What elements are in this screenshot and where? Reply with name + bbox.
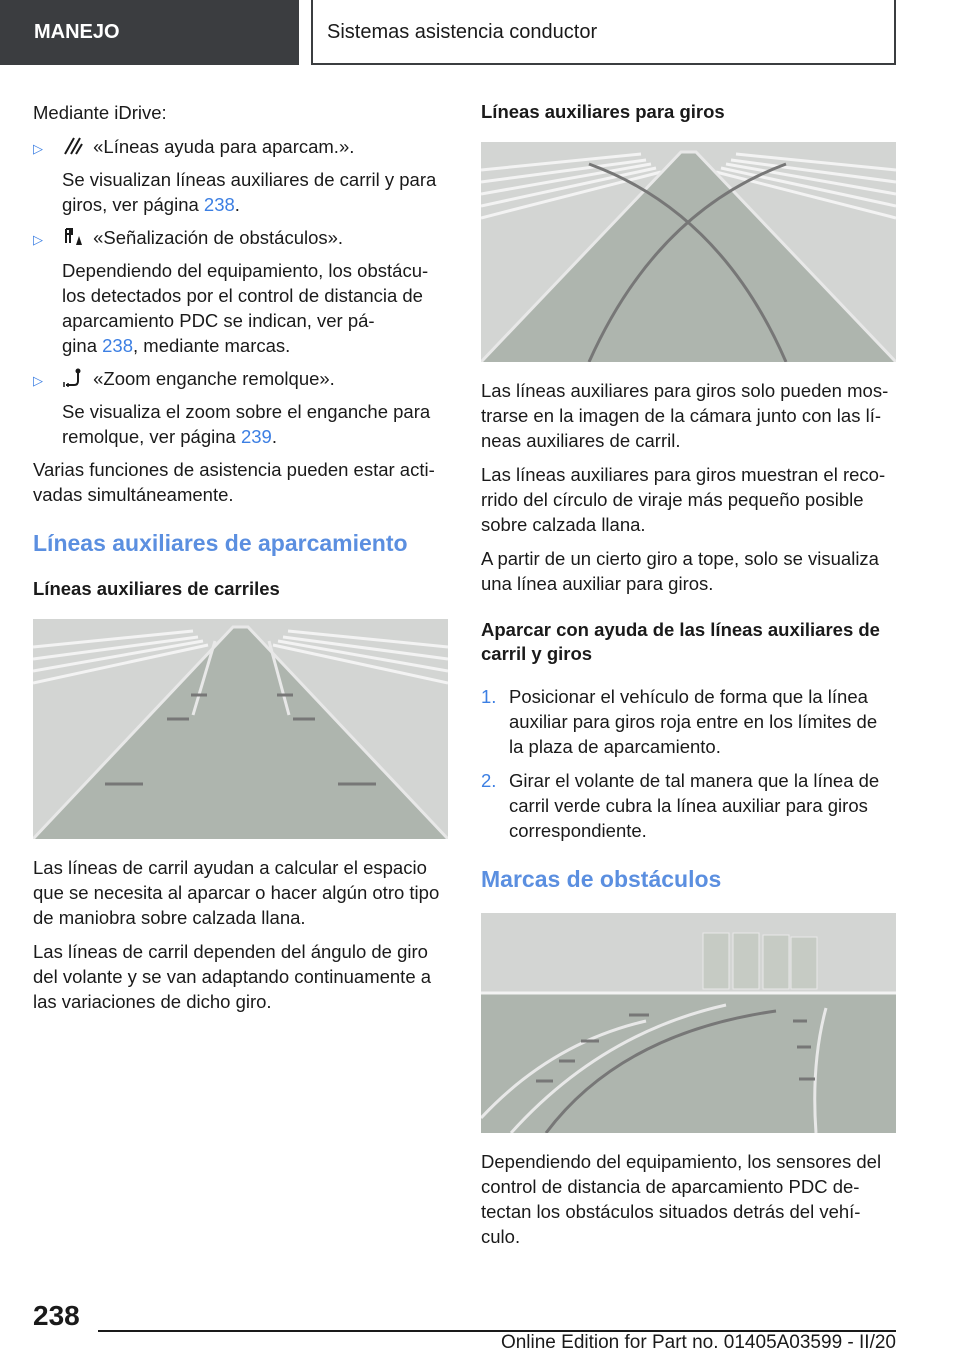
step-number: 2. [481, 770, 497, 791]
step-item [481, 768, 896, 843]
paragraph: Las líneas de carril dependen del ángulo de giro del volante y se van adaptando continuamente a las variaciones de dicho giro. [33, 941, 432, 1012]
bullet-label: «Líneas ayuda para aparcam.». [93, 136, 355, 157]
bullet-label: «Señalización de obstáculos». [93, 227, 344, 248]
bullet-description: Se visualiza el zoom sobre el enganche para remolque, ver página 239. [62, 401, 431, 447]
lane-lines-illustration [33, 619, 448, 839]
paragraph: Dependiendo del equipamiento, los sensores del control de distancia de aparcamiento PDC de‐ tectan los obstáculos situados detrás del vehí‐ culo. [481, 1151, 882, 1247]
page-link[interactable]: 238 [102, 335, 133, 356]
bullet-description: Dependiendo del equipamiento, los obstácu‐ los detectados por el control de distancia de aparcamiento PDC se indican, ver pá‐ gina 238, mediante marcas. [62, 260, 429, 356]
paragraph: Las líneas auxiliares para giros solo pueden mos‐ trarse en la imagen de la cámara junto con las lí‐ neas auxiliares de carril. [481, 380, 889, 451]
turning-lines-illustration [481, 142, 896, 362]
triangle-bullet-icon: ▷ [33, 373, 43, 388]
intro-text: Mediante iDrive: [33, 102, 167, 123]
footer-edition: Online Edition for Part no. 01405A03599 - II/20 [500, 1332, 896, 1353]
step-text: Posicionar el vehículo de forma que la línea auxiliar para giros roja entre en los límites de la plaza de aparcamiento. [509, 686, 878, 757]
header-section-label: MANEJO [0, 0, 299, 65]
paragraph: Las líneas auxiliares para giros muestran el reco‐ rrido del círculo de viraje más pequeño posible sobre calzada llana. [481, 464, 886, 535]
paragraph: Las líneas de carril ayudan a calcular el espacio que se necesita al aparcar o hacer algún otro tipo de maniobra sobre calzada llana. [33, 857, 440, 928]
left-column [33, 100, 448, 1023]
bullet-item [33, 225, 448, 358]
note-text: Varias funciones de asistencia pueden estar acti‐ vadas simultáneamente. [33, 459, 435, 505]
obstacle-marking-icon [62, 227, 84, 247]
parking-lines-icon [62, 136, 84, 156]
sub-heading: Líneas auxiliares para giros [481, 101, 725, 122]
obstacle-markings-illustration [481, 913, 896, 1133]
triangle-bullet-icon: ▷ [33, 141, 43, 156]
step-text: Girar el volante de tal manera que la línea de carril verde cubra la línea auxiliar para giros correspondiente. [509, 770, 880, 841]
page-link[interactable]: 239 [240, 426, 272, 447]
bullet-item [33, 366, 448, 449]
page-number: 238 [33, 1300, 80, 1331]
page-link[interactable]: 238 [203, 194, 235, 215]
bullet-description: Se visualizan líneas auxiliares de carril y para giros, ver página 238. [62, 169, 437, 215]
section-heading: Líneas auxiliares de aparcamiento [33, 530, 408, 556]
triangle-bullet-icon: ▷ [33, 232, 43, 247]
sub-heading: Aparcar con ayuda de las líneas auxiliares de carril y giros [481, 619, 880, 664]
step-number: 1. [481, 686, 497, 707]
trailer-hitch-zoom-icon [62, 368, 84, 388]
section-heading: Marcas de obstáculos [481, 866, 722, 892]
paragraph: A partir de un cierto giro a tope, solo se visualiza una línea auxiliar para giros. [481, 548, 879, 594]
header-title: Sistemas asistencia conductor [311, 0, 896, 65]
bullet-item [33, 134, 448, 217]
sub-heading: Líneas auxiliares de carriles [33, 578, 280, 599]
step-item [481, 684, 896, 759]
right-column [481, 100, 896, 1258]
bullet-label: «Zoom enganche remolque». [93, 368, 335, 389]
